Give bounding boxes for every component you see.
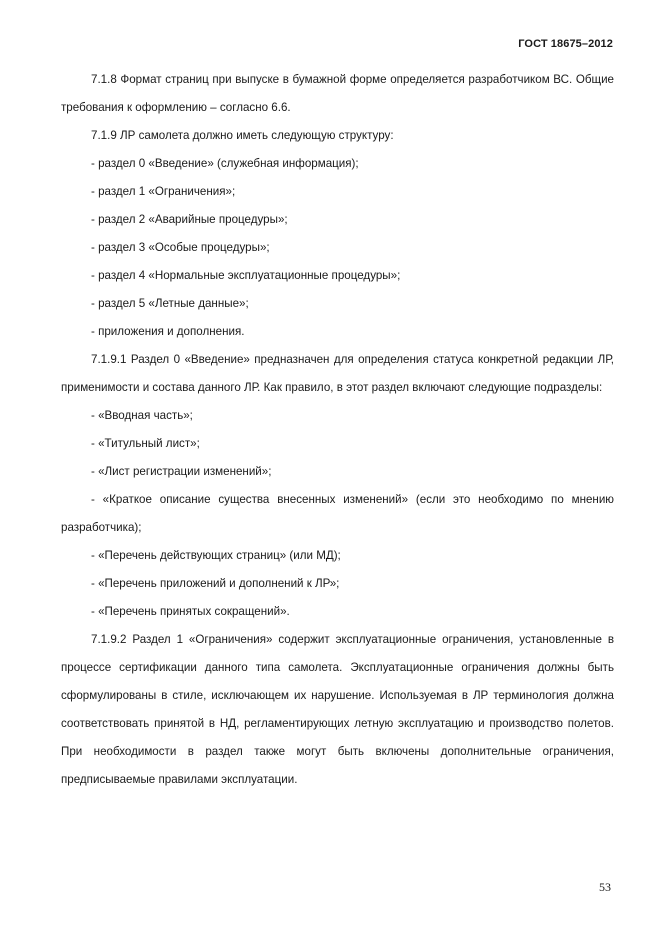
list-item: - «Перечень принятых сокращений». [91, 605, 290, 618]
list-item: - «Перечень действующих страниц» (или МД); [91, 549, 341, 562]
paragraph-7-1-9-1: 7.1.9.1 Раздел 0 «Введение» предназначен для определения статуса конкретной редакции ЛР, применимости и состава данного ЛР. Как правило, в этот раздел включают следующие подразделы: [61, 353, 614, 394]
paragraph-7-1-9-2: 7.1.9.2 Раздел 1 «Ограничения» содержит эксплуатационные ограничения, установленные в процессе сертификации данного типа самолета. Эксплуатационные ограничения должны быть сформулированы в стиле, исключающем их нарушение. Используемая в ЛР терминология должна соответствовать принятой в НД, регламентирующих летную эксплуатацию и производство полетов. При необходимости в раздел также могут быть включены дополнительные ограничения, предписываемые правилами эксплуатации. [61, 633, 614, 786]
list-item: - раздел 2 «Аварийные процедуры»; [91, 213, 288, 226]
list-item: - «Краткое описание существа внесенных изменений» (если это необходимо по мнению разработчика); [61, 493, 614, 534]
list-item: - раздел 1 «Ограничения»; [91, 185, 236, 198]
document-header: ГОСТ 18675–2012 [518, 38, 613, 50]
list-item: - приложения и дополнения. [91, 325, 245, 338]
paragraph-7-1-8: 7.1.8 Формат страниц при выпуске в бумажной форме определяется разработчиком ВС. Общие требования к оформлению – согласно 6.6. [61, 73, 614, 114]
list-item: - раздел 0 «Введение» (служебная информация); [91, 157, 359, 170]
list-item: - «Перечень приложений и дополнений к ЛР»; [91, 577, 340, 590]
list-item: - раздел 4 «Нормальные эксплуатационные процедуры»; [91, 269, 401, 282]
list-item: - раздел 3 «Особые процедуры»; [91, 241, 270, 254]
paragraph-7-1-9: 7.1.9 ЛР самолета должно иметь следующую структуру: [91, 129, 394, 142]
list-item: - раздел 5 «Летные данные»; [91, 297, 249, 310]
page-number: 53 [599, 880, 611, 894]
list-item: - «Вводная часть»; [91, 409, 193, 422]
page-body [61, 66, 614, 794]
list-item: - «Лист регистрации изменений»; [91, 465, 272, 478]
list-item: - «Титульный лист»; [91, 437, 200, 450]
